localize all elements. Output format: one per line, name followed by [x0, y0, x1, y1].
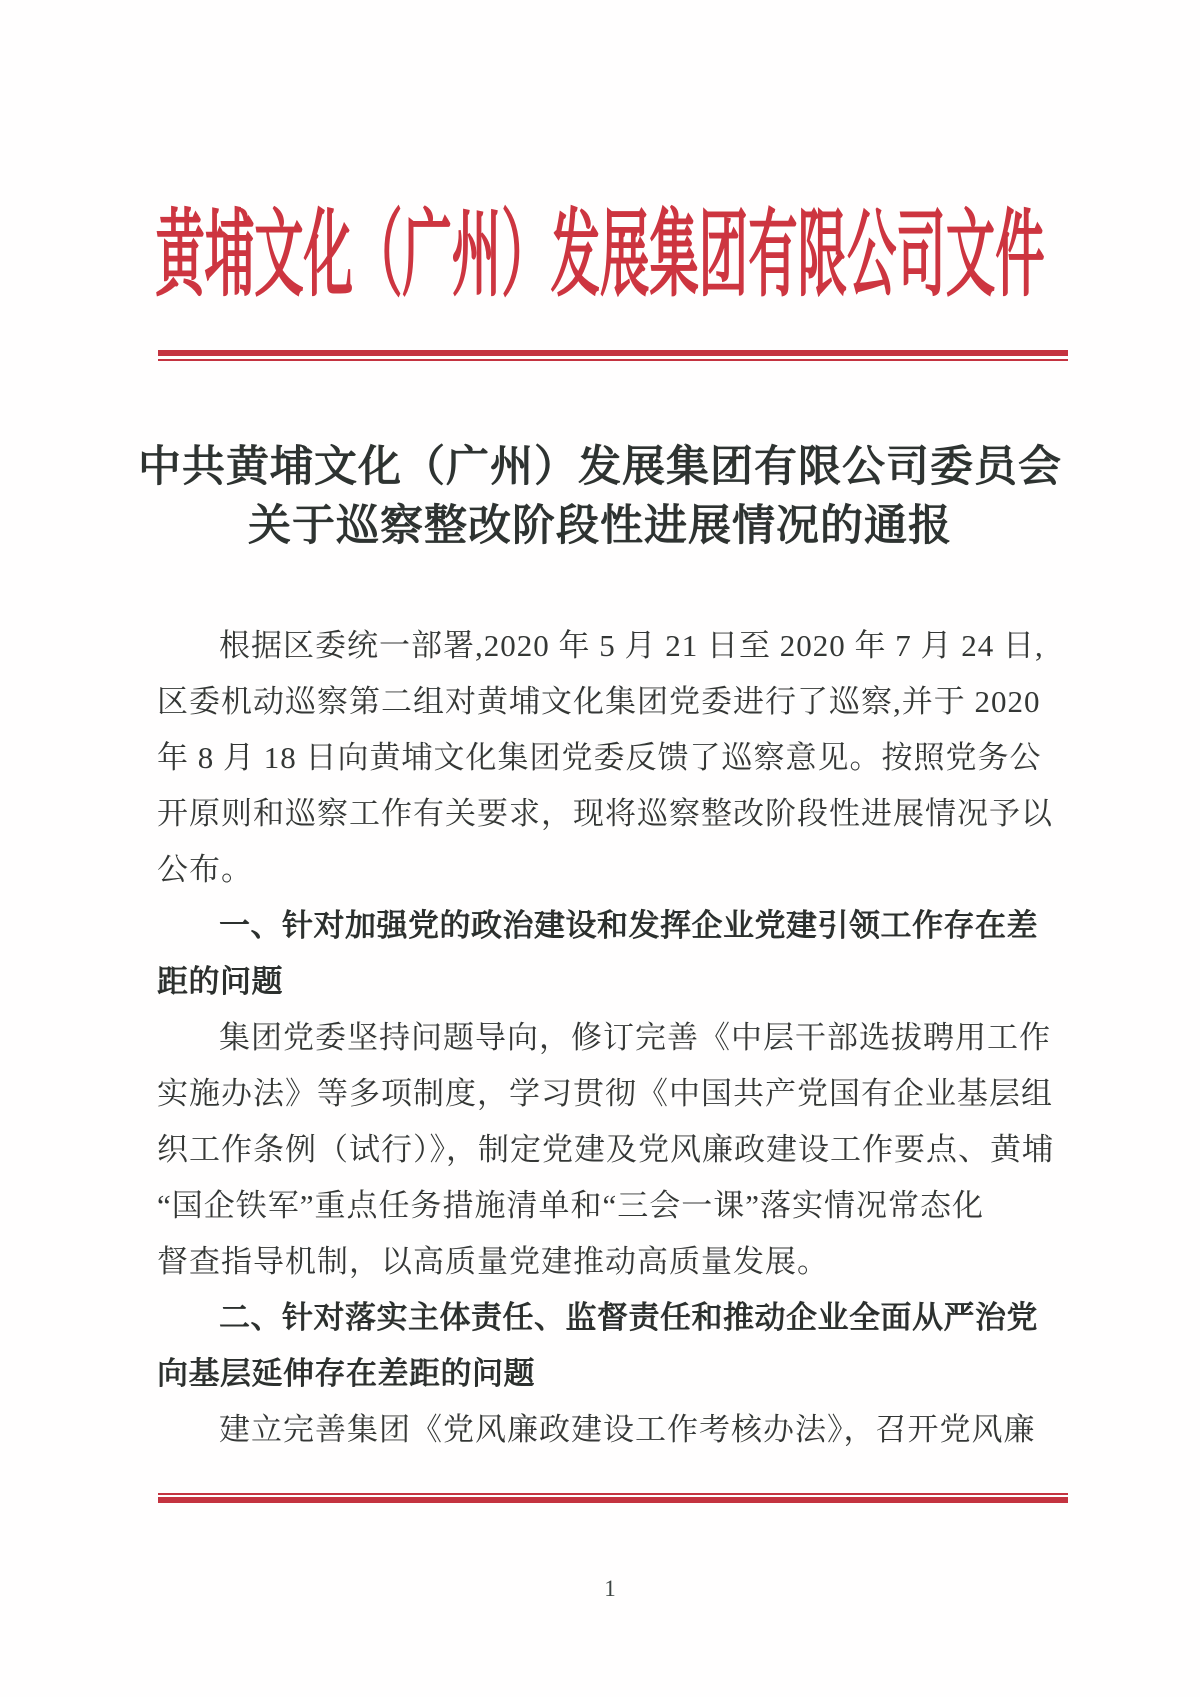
- body-line: 区委机动巡察第二组对黄埔文化集团党委进行了巡察,并于 2020: [157, 684, 1041, 719]
- red-rule-top: [158, 350, 1068, 361]
- body-lines: [157, 618, 1054, 1458]
- body-line: 二、针对落实主体责任、监督责任和推动企业全面从严治党: [219, 1300, 1038, 1335]
- red-rule-top-thin: [158, 359, 1068, 361]
- body-line: 公布。: [157, 852, 253, 887]
- body-line: 一、针对加强党的政治建设和发挥企业党建引领工作存在差: [219, 908, 1038, 943]
- body-line: 距的问题: [157, 964, 283, 999]
- body-line: “国企铁军”重点任务措施清单和“三会一课”落实情况常态化: [157, 1188, 985, 1223]
- body-line: 织工作条例（试行）》，制定党建及党风廉政建设工作要点、黄埔: [157, 1132, 1054, 1167]
- document-title: [0, 438, 1200, 556]
- body-line: 向基层延伸存在差距的问题: [157, 1356, 535, 1391]
- body-line: 集团党委坚持问题导向，修订完善《中层干部选拔聘用工作: [219, 1020, 1051, 1055]
- body-line: 根据区委统一部署,2020 年 5 月 21 日至 2020 年 7 月 24 日,: [219, 628, 1044, 663]
- red-rule-bottom-thick: [158, 1497, 1068, 1503]
- body-line: 实施办法》等多项制度，学习贯彻《中国共产党国有企业基层组: [157, 1076, 1053, 1111]
- document-title-line2: 关于巡察整改阶段性进展情况的通报: [248, 503, 952, 550]
- letterhead-title: 黄埔文化（广州）发展集团有限公司文件: [155, 202, 1045, 308]
- body-line: 建立完善集团《党风廉政建设工作考核办法》，召开党风廉: [219, 1412, 1036, 1447]
- body-line: 年 8 月 18 日向黄埔文化集团党委反馈了巡察意见。按照党务公: [157, 740, 1042, 775]
- red-rule-bottom: [158, 1493, 1068, 1503]
- red-rule-bottom-thin: [158, 1493, 1068, 1495]
- body-line: 开原则和巡察工作有关要求，现将巡察整改阶段性进展情况予以: [157, 796, 1053, 831]
- red-rule-top-thick: [158, 350, 1068, 356]
- body-line: 督查指导机制，以高质量党建推动高质量发展。: [157, 1244, 829, 1279]
- document-title-line1: 中共黄埔文化（广州）发展集团有限公司委员会: [138, 444, 1062, 491]
- page-number: 1: [604, 1576, 616, 1601]
